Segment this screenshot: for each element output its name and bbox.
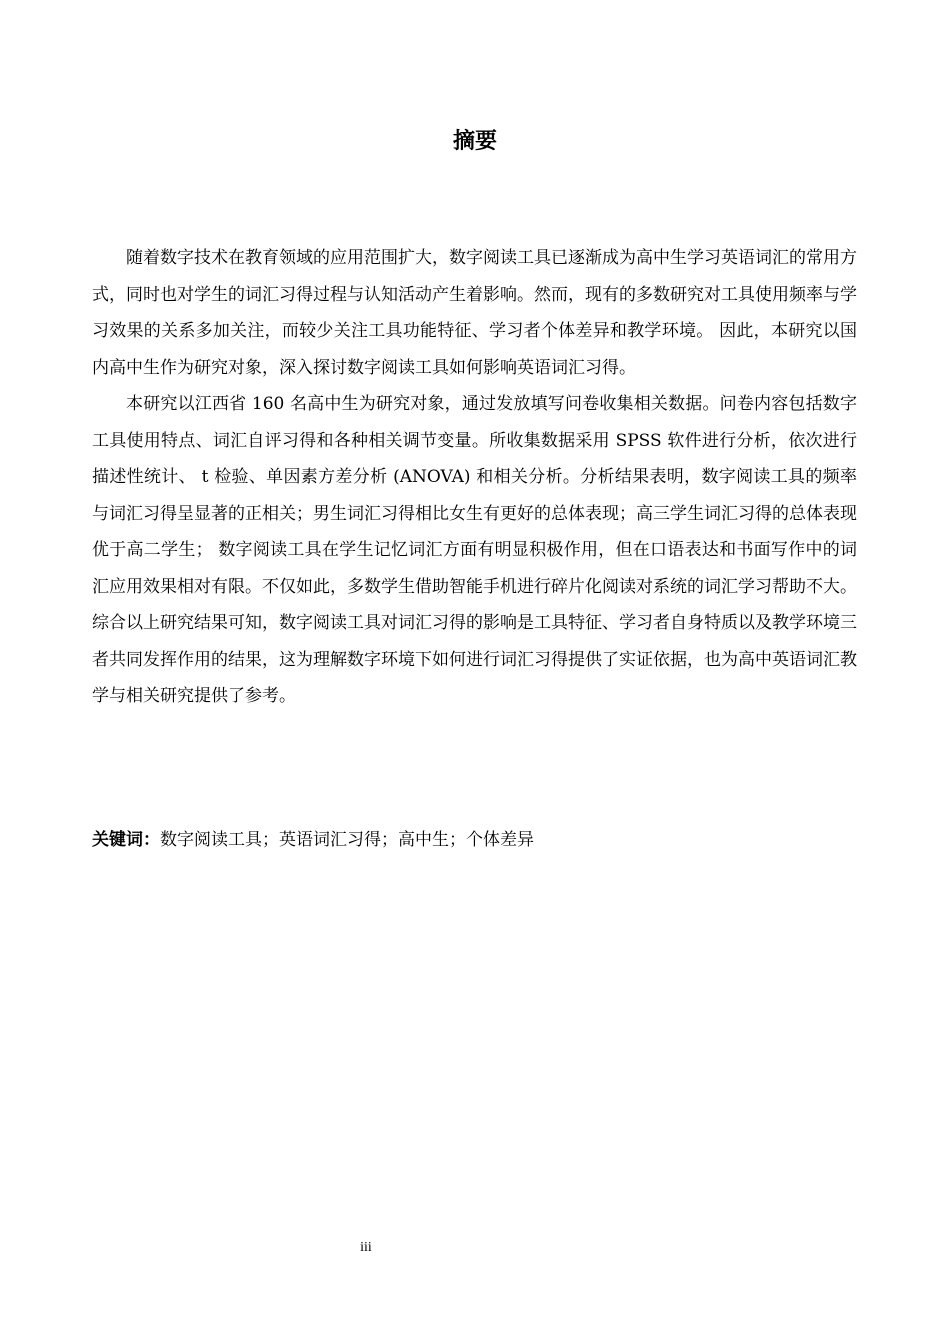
- abstract-body: [92, 240, 857, 715]
- abstract-paragraph-1: 随着数字技术在教育领域的应用范围扩大，数字阅读工具已逐渐成为高中生学习英语词汇的常用方式，同时也对学生的词汇习得过程与认知活动产生着影响。然而，现有的多数研究对工具使用频率与学习效果的关系多加关注，而较少关注工具功能特征、学习者个体差异和教学环境。 因此，本研究以国内高中生作为研究对象，深入探讨数字阅读工具如何影响英语词汇习得。: [92, 248, 857, 378]
- abstract-title: 摘要: [452, 129, 497, 154]
- keywords-text: 数字阅读工具；英语词汇习得；高中生；个体差异: [160, 830, 534, 850]
- page-number: iii: [360, 1240, 372, 1255]
- keywords-label: 关键词：: [92, 830, 160, 850]
- keywords-line: [92, 825, 857, 855]
- abstract-paragraph-2: 本研究以江西省 160 名高中生为研究对象，通过发放填写问卷收集相关数据。问卷内容包括数字工具使用特点、词汇自评习得和各种相关调节变量。所收集数据采用 SPSS 软件进行分析，依次进行描述性统计、 t 检验、单因素方差分析 (ANOVA) 和相关分析。分析结果表明，数字阅读工具的频率与词汇习得呈显著的正相关；男生词汇习得相比女生有更好的总体表现；高三学生词汇习得的总体表现优于高二学生； 数字阅读工具在学生记忆词汇方面有明显积极作用，但在口语表达和书面写作中的词汇应用效果相对有限。不仅如此，多数学生借助智能手机进行碎片化阅读对系统的词汇学习帮助不大。综合以上研究结果可知，数字阅读工具对词汇习得的影响是工具特征、学习者自身特质以及教学环境三者共同发挥作用的结果，这为理解数字环境下如何进行词汇习得提供了实证依据，也为高中英语词汇教学与相关研究提供了参考。: [92, 394, 857, 706]
